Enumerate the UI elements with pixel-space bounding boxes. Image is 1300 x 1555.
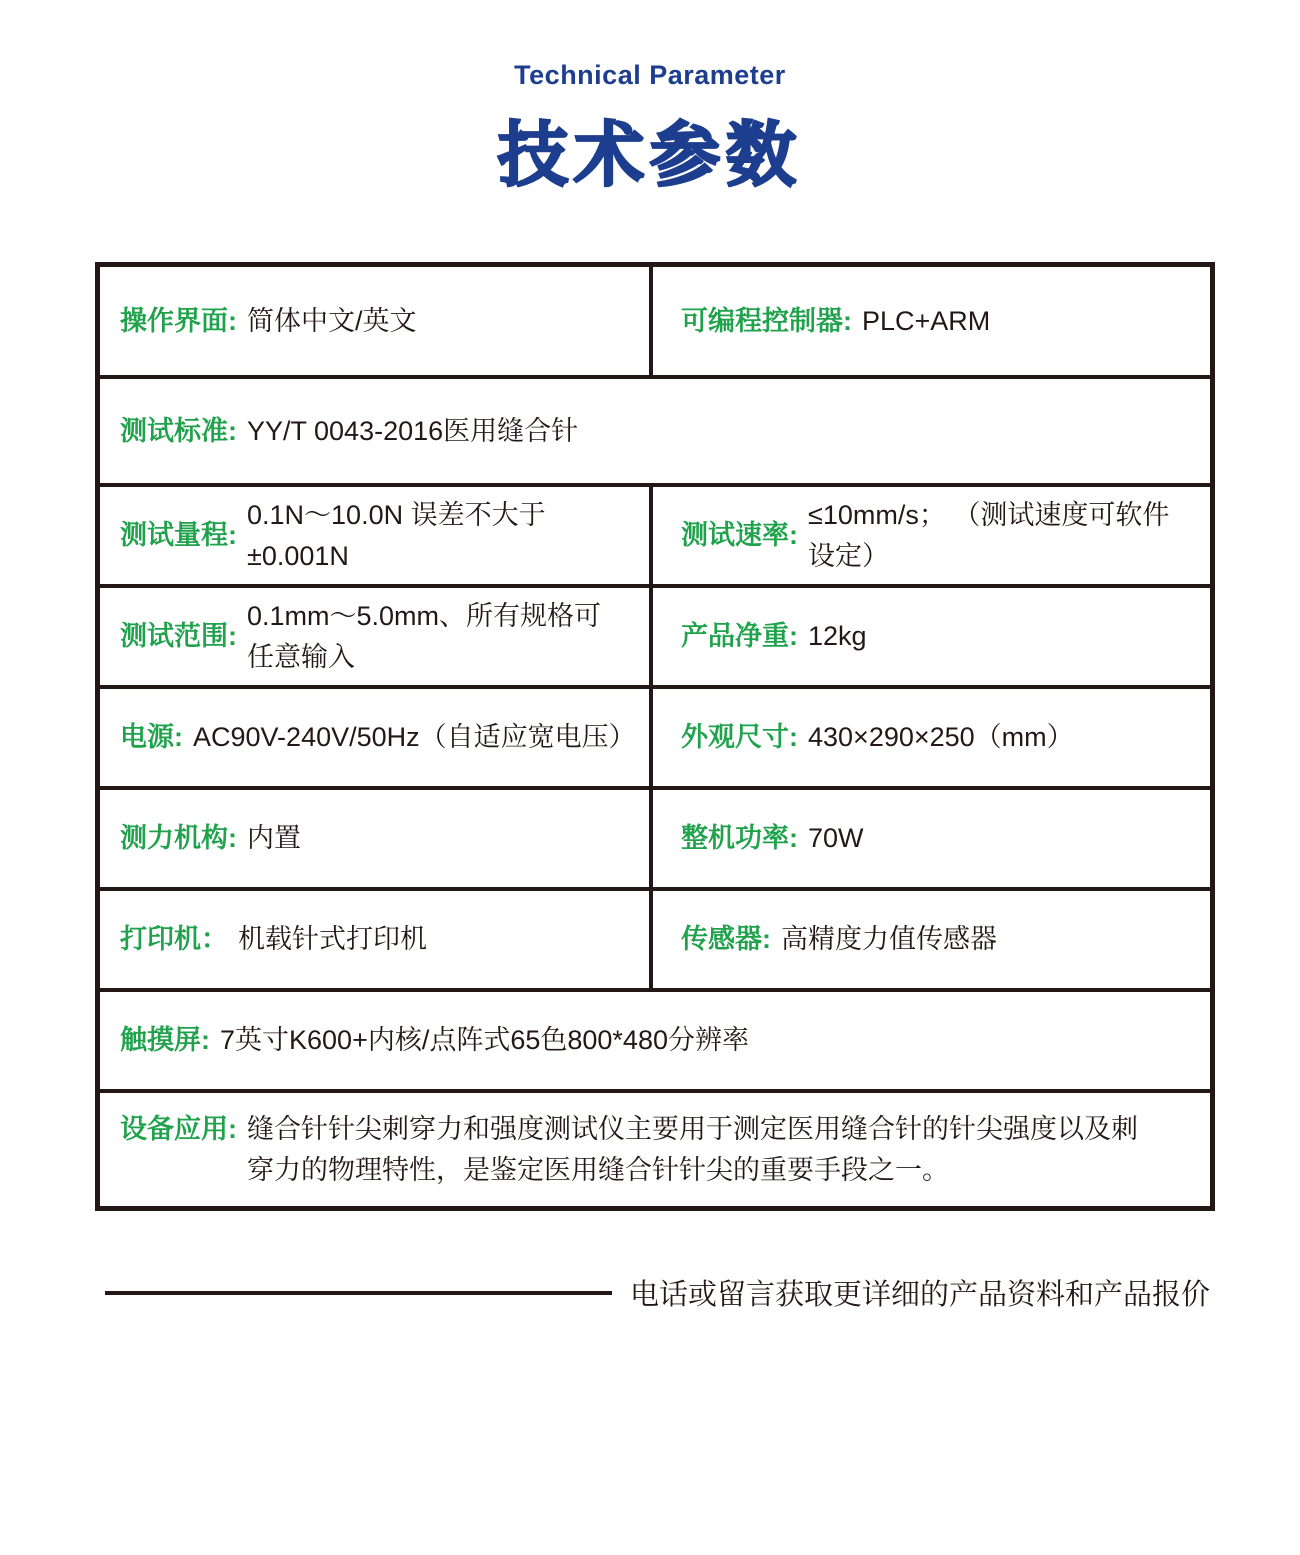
footer [105, 1272, 1210, 1313]
spec-cell-total-power [653, 790, 1210, 887]
spec-cell-force-mechanism [100, 790, 653, 887]
spec-value: 0.1mm～5.0mm、所有规格可任意输入 [247, 601, 602, 672]
spec-cell-printer [100, 891, 653, 988]
spec-cell-power-supply [100, 689, 653, 786]
spec-cell-controller [653, 267, 1210, 375]
table-row-application [100, 1089, 1210, 1206]
spec-value: ≤10mm/s； （测试速度可软件设定） [808, 500, 1170, 571]
spec-label: 触摸屏: [120, 1025, 210, 1056]
table-row-standard [100, 375, 1210, 483]
spec-value: 12kg [808, 621, 867, 652]
spec-cell-ui [100, 267, 653, 375]
spec-label: 产品净重: [681, 621, 798, 652]
spec-value: 内置 [247, 823, 301, 854]
spec-value: 430×290×250（mm） [808, 722, 1074, 753]
spec-value: AC90V-240V/50Hz（自适应宽电压） [193, 722, 636, 753]
spec-label: 测试标准: [120, 415, 237, 446]
table-row-touchscreen [100, 988, 1210, 1089]
table-row-power-size [100, 685, 1210, 786]
spec-label: 测试量程: [120, 520, 237, 551]
spec-cell-application [100, 1093, 1210, 1206]
spec-cell-net-weight [653, 588, 1210, 685]
spec-table [95, 262, 1215, 1211]
spec-label: 外观尺寸: [681, 722, 798, 753]
spec-label: 传感器: [681, 924, 771, 955]
spec-label: 电源: [120, 722, 183, 753]
spec-value: 缝合针针尖刺穿力和强度测试仪主要用于测定医用缝合针的针尖强度以及刺穿力的物理特性，是鉴定医用缝合针针尖的重要手段之一。 [247, 1114, 1138, 1185]
footer-note: 电话或留言获取更详细的产品资料和产品报价 [629, 1279, 1210, 1311]
page-title: 技术参数 [498, 116, 802, 194]
spec-value: 7英寸K600+内核/点阵式65色800*480分辨率 [220, 1025, 749, 1056]
spec-cell-test-range [100, 487, 653, 584]
spec-label: 测试范围: [120, 621, 237, 652]
spec-cell-touchscreen [100, 992, 1210, 1089]
spec-value: 70W [808, 823, 864, 854]
spec-label: 操作界面: [120, 305, 237, 336]
spec-cell-test-speed [653, 487, 1210, 584]
spec-value: 机载针式打印机 [238, 924, 427, 955]
table-row-printer-sensor [100, 887, 1210, 988]
table-row-scope-weight [100, 584, 1210, 685]
spec-label: 测试速率: [681, 520, 798, 551]
spec-label: 整机功率: [681, 823, 798, 854]
spec-label: 可编程控制器: [681, 305, 852, 336]
spec-cell-test-scope [100, 588, 653, 685]
subtitle-en: Technical Parameter [514, 60, 786, 90]
spec-cell-standard [100, 379, 1210, 483]
table-row-ui-controller [100, 267, 1210, 375]
spec-value: PLC+ARM [862, 305, 991, 336]
spec-value: 简体中文/英文 [247, 305, 417, 336]
table-row-mechanism-wattage [100, 786, 1210, 887]
spec-value: 0.1N～10.0N 误差不大于±0.001N [247, 500, 546, 571]
spec-cell-sensor [653, 891, 1210, 988]
spec-value: YY/T 0043-2016医用缝合针 [247, 415, 579, 446]
footer-divider-line [105, 1291, 612, 1295]
page-header [0, 0, 1300, 200]
spec-label: 测力机构: [120, 823, 237, 854]
spec-value: 高精度力值传感器 [781, 924, 997, 955]
table-row-range-speed [100, 483, 1210, 584]
spec-label: 设备应用: [120, 1114, 237, 1144]
spec-label: 打印机： [120, 924, 228, 955]
spec-cell-dimensions [653, 689, 1210, 786]
